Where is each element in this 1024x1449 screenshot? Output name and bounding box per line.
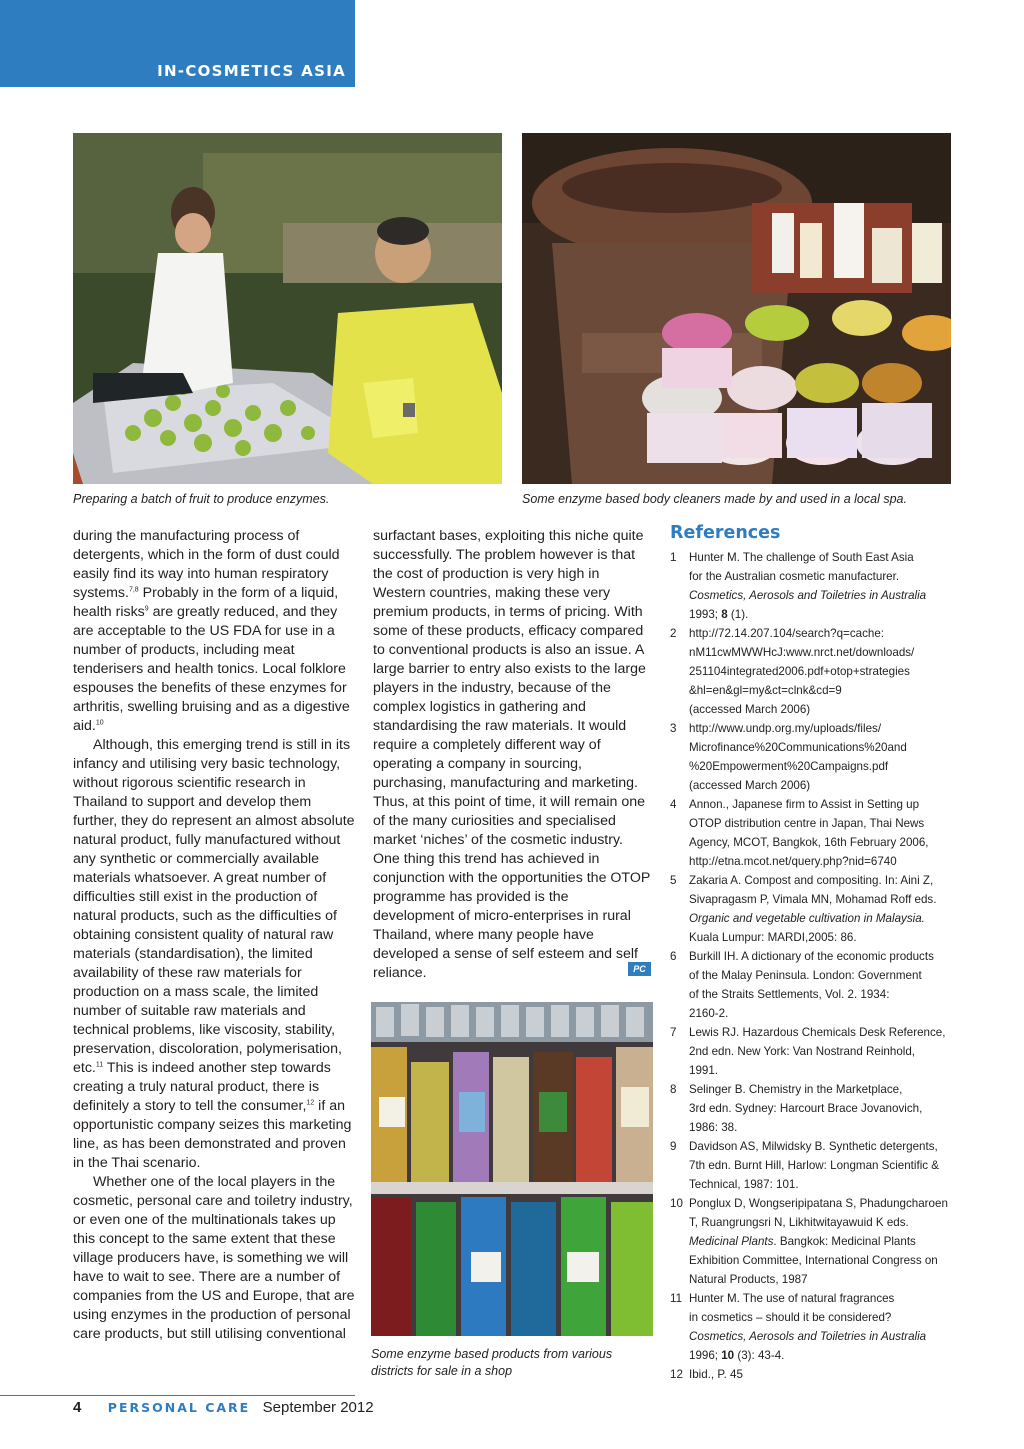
reference-item: 11 Hunter M. The use of natural fragrances in cosmetics – should it be considered? Cosmetics, Aerosols and Toiletries in Australia 1996; 10 (3): 43-4. [670, 1292, 927, 1362]
article-column-1 [73, 527, 356, 1344]
reference-item: 8 Selinger B. Chemistry in the Marketplace, 3rd edn. Sydney: Harcourt Brace Jovanovich, 1986: 38. [670, 1083, 923, 1134]
caption-photo-2: Some enzyme based body cleaners made by and used in a local spa. [522, 492, 907, 506]
end-of-article-mark: PC [628, 962, 651, 976]
reference-item: 1 Hunter M. The challenge of South East Asia for the Australian cosmetic manufacturer. Cosmetics, Aerosols and Toiletries in Australia 1993; 8 (1). [670, 551, 927, 621]
paragraph: Whether one of the local players in the cosmetic, personal care and toiletry industry, or even one of the multinationals takes up this concept to the same extent that these village producers have, is something we will have to wait to see. There are a number of companies from the US and Europe, that are using enzymes in the production of personal care products, but still utilising conventional [73, 1174, 355, 1342]
caption-photo-3: Some enzyme based products from various districts for sale in a shop [371, 1347, 613, 1378]
reference-item: 9 Davidson AS, Milwidsky B. Synthetic detergents, 7th edn. Burnt Hill, Harlow: Longman Scientific & Technical, 1987: 101. [670, 1140, 940, 1191]
paragraph: Although, this emerging trend is still in its infancy and utilising very basic technology, without rigorous scientific research in Thailand to support and develop them further, they do represent an almost absolute natural product, fully manufactured without any synthetic or commercially available materials whatsoever. A great number of difficulties still exist in the production of natural products, such as the difficulties of obtaining consistent quality of natural raw materials (standardisation), the limited availability of these raw materials for production on a mass scale, the limited number of suitable raw materials and technical problems, like viscosity, stability, preservation, discoloration, polymerisation, etc.$^{11}$ This is indeed another step towards creating a truly natural product, there is definitely a story to tell the consumer,$^{12}$ if an opportunistic company seizes this marketing line, as has been demonstrated and proven in the Thai scenario. [73, 737, 355, 1171]
caption-photo-1: Preparing a batch of fruit to produce enzymes. [73, 492, 330, 506]
photo-fruit-preparation [73, 133, 502, 484]
paragraph: surfactant bases, exploiting this niche quite successfully. The problem however is that the cost of production is very high in Western countries, making these very premium products, in terms of pricing. With some of these products, efficacy compared to conventional products is also an issue. A large barrier to entry also exists to the large players in the industry, because of the complex logistics in gathering and standardising the raw materials. It would require a completely different way of operating a company in sourcing, purchasing, manufacturing and marketing. Thus, at this point of time, it will remain one of the many curiosities and specialised market ‘niches’ of the cosmetic industry. One thing this trend has achieved in conjunction with the opportunities the OTOP programme has provided is the development of micro-enterprises in rural Thailand, where many people have developed a sense of self esteem and self reliance. [373, 528, 651, 981]
reference-item: 2 http://72.14.207.104/search?q=cache: nM11cwMWWHcJ:www.nrct.net/downloads/ 251104integrated2006.pdf+otop+strategies &hl=en&gl=my&ct=clnk&cd=9 (accessed March 2006) [670, 627, 915, 716]
article-column-2 [373, 527, 653, 983]
reference-item: 3 http://www.undp.org.my/uploads/files/ Microfinance%20Communications%20and %20Empowerment%20Campaigns.pdf (accessed March 2006) [670, 722, 907, 792]
magazine-name: PERSONAL CARE [107, 1400, 251, 1415]
footer-rule [0, 1395, 355, 1396]
reference-item: 10 Ponglux D, Wongseripipatana S, Phadungcharoen T, Ruangrungsri N, Likhitwitayawuid K eds. Medicinal Plants. Bangkok: Medicinal Plants Exhibition Committee, International Congress on Natural Products, 1987 [670, 1197, 948, 1286]
references-list [670, 548, 960, 1384]
reference-item: 12 Ibid., P. 45 [670, 1368, 743, 1381]
issue-date: September 2012 [262, 1399, 374, 1416]
reference-item: 4 Annon., Japanese firm to Assist in Setting up OTOP distribution centre in Japan, Thai News Agency, MCOT, Bangkok, 16th February 2006, http://etna.mcot.net/query.php?nid=6740 [670, 798, 929, 868]
page-footer [73, 1399, 374, 1417]
reference-item: 7 Lewis RJ. Hazardous Chemicals Desk Reference, 2nd edn. New York: Van Nostrand Reinhold, 1991. [670, 1026, 946, 1077]
paragraph: during the manufacturing process of detergents, which in the form of dust could easily find its way into human respiratory systems.$^{7,8}$ Probably in the form of a liquid, health risks$^9$ are greatly reduced, and they are acceptable to the US FDA for use in a number of products, including meat tenderisers and health tonics. Local folklore espouses the benefits of these enzymes for arthritis, swelling bruising and as a digestive aid.$^{10}$ [73, 528, 350, 734]
references-heading: References [670, 523, 781, 543]
reference-item: 5 Zakaria A. Compost and compositing. In: Aini Z, Sivapragasm P, Vimala MN, Mohamad Roff eds. Organic and vegetable cultivation in Malaysia. Kuala Lumpur: MARDI,2005: 86. [670, 874, 937, 944]
photo-shop-products [371, 1002, 653, 1336]
reference-item: 6 Burkill IH. A dictionary of the economic products of the Malay Peninsula. London: Government of the Straits Settlements, Vol. 2. 1934: 2160-2. [670, 950, 934, 1020]
page-number: 4 [73, 1399, 82, 1416]
photo-spa-cleaners [522, 133, 951, 484]
section-label: IN-COSMETICS ASIA [157, 62, 346, 80]
